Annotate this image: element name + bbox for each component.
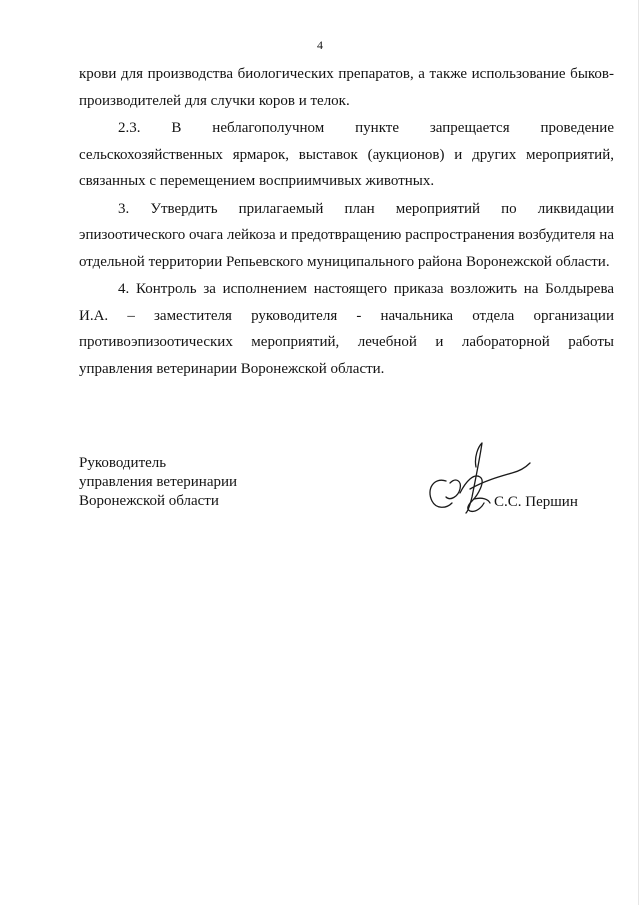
signatory-position <box>79 454 237 511</box>
paragraph-2-3: 2.3. В неблагополучном пункте запрещается проведение сельскохозяйственных ярмарок, выставок (аукционов) и других мероприятий, связанных с перемещением восприимчивых животных. <box>79 120 614 189</box>
paragraph-continuation: крови для производства биологических препаратов, а также использование быков-производителей для случки коров и телок. <box>79 66 614 109</box>
document-body <box>79 61 614 383</box>
paragraph-3: 3. Утвердить прилагаемый план мероприятий по ликвидации эпизоотического очага лейкоза и предотвращению распространения возбудителя на отдельной территории Репьевского муниципального района Воронежской области. <box>79 200 614 270</box>
signer-name: С.С. Першин <box>494 494 578 510</box>
signatory-position-line: Руководитель <box>79 455 167 471</box>
paragraph-4: 4. Контроль за исполнением настоящего приказа возложить на Болдырева И.А. – заместителя руководителя - начальника отдела организации противоэпизоотических мероприятий, лечебной и лабораторной работы управления ветеринарии Воронежской области. <box>79 281 614 377</box>
signatory-position-line: управления ветеринарии <box>79 474 238 490</box>
signatory-position-line: Воронежской области <box>79 493 219 509</box>
page-edge <box>638 0 639 905</box>
page-number: 4 <box>317 38 323 52</box>
